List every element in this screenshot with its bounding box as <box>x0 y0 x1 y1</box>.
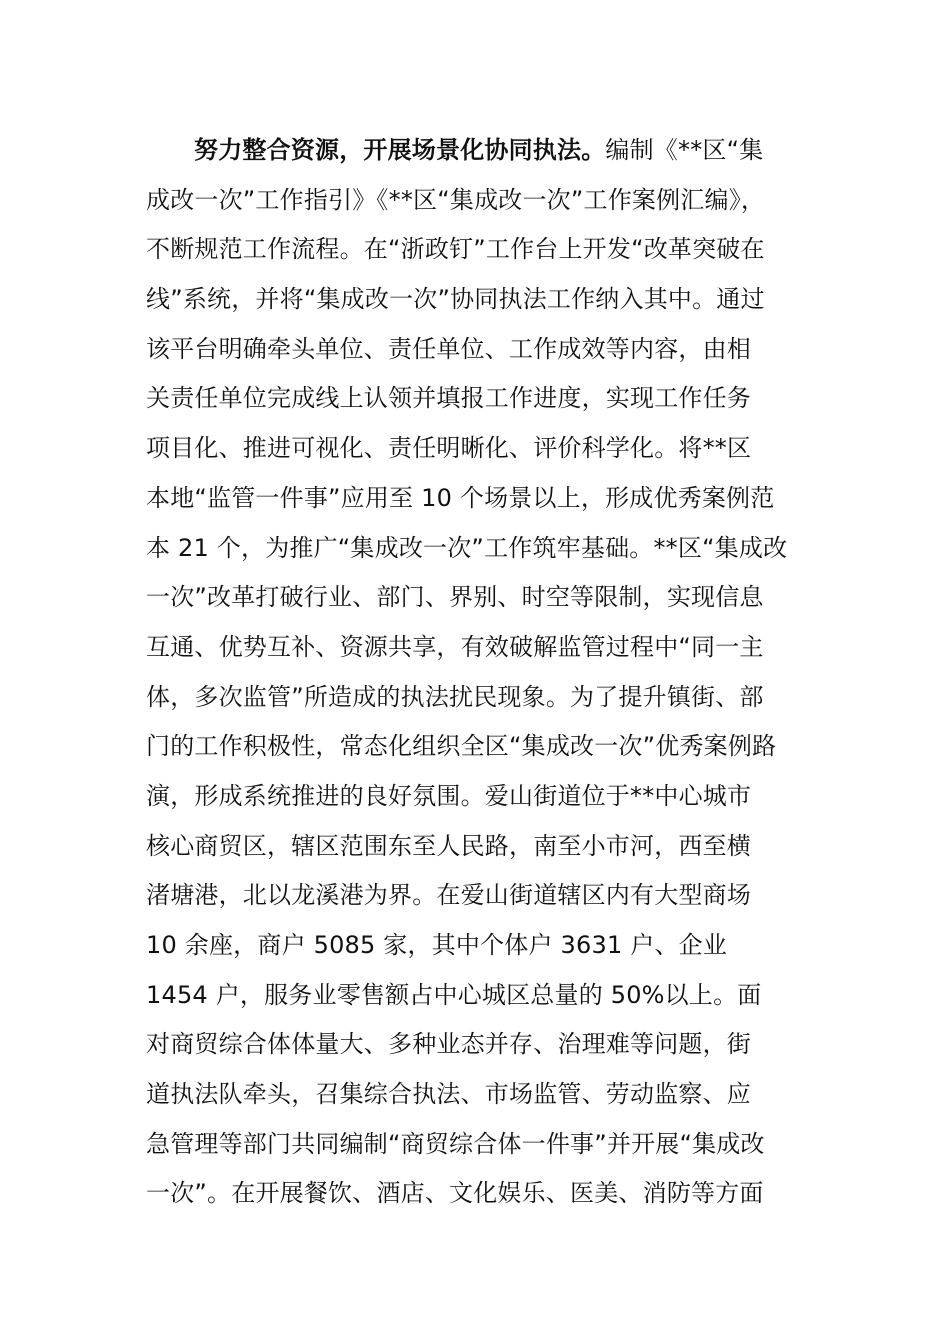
text-line-18: 1454 户，服务业零售额占中心城区总量的 50%以上。面 <box>146 980 762 1009</box>
text-line-1-rest: 编制《**区“集 <box>605 136 764 164</box>
text-line-13: 门的工作积极性，常态化组织全区“集成改一次”优秀案例路 <box>146 732 777 761</box>
text-line-19: 对商贸综合体体量大、多种业态并存、治理难等问题，街 <box>146 1030 751 1059</box>
text-line-5: 该平台明确牵头单位、责任单位、工作成效等内容，由相 <box>146 334 751 363</box>
text-line-14: 演，形成系统推进的良好氛围。爱山街道位于**中心城市 <box>146 781 752 810</box>
text-line-17: 10 余座，商户 5085 家，其中个体户 3631 户、企业 <box>146 931 728 959</box>
text-line-15: 核心商贸区，辖区范围东至人民路，南至小市河，西至横 <box>146 831 751 860</box>
text-line-20: 道执法队牵头，召集综合执法、市场监管、劳动监察、应 <box>146 1080 751 1109</box>
text-line-11: 互通、优势互补、资源共享，有效破解监管过程中“同一主 <box>146 632 764 661</box>
text-line-1 <box>146 126 806 176</box>
text-line-21: 急管理等部门共同编制“商贸综合体一件事”并开展“集成改 <box>146 1129 765 1158</box>
text-line-16: 渚塘港，北以龙溪港为界。在爱山街道辖区内有大型商场 <box>146 881 751 910</box>
text-line-8: 本地“监管一件事”应用至 10 个场景以上，形成优秀案例范 <box>146 483 775 512</box>
paragraph-lead: 努力整合资源，开展场景化协同执法。 <box>194 136 606 164</box>
text-line-12: 体，多次监管”所造成的执法扰民现象。为了提升镇街、部 <box>146 682 764 711</box>
text-line-2: 成改一次”工作指引》《**区“集成改一次”工作案例汇编》， <box>146 185 766 214</box>
text-line-10: 一次”改革打破行业、部门、界别、时空等限制，实现信息 <box>146 583 764 612</box>
text-line-9: 本 21 个，为推广“集成改一次”工作筑牢基础。**区“集成改 <box>146 533 788 562</box>
body-paragraph <box>146 126 806 1219</box>
text-line-6: 关责任单位完成线上认领并填报工作进度，实现工作任务 <box>146 384 751 413</box>
text-line-22: 一次”。在开展餐饮、酒店、文化娱乐、医美、消防等方面 <box>146 1179 764 1208</box>
text-line-3: 不断规范工作流程。在“浙政钉”工作台上开发“改革突破在 <box>146 235 765 264</box>
text-line-4: 线”系统，并将“集成改一次”协同执法工作纳入其中。通过 <box>146 285 765 314</box>
text-line-7: 项目化、推进可视化、责任明晰化、评价科学化。将**区 <box>146 434 752 463</box>
